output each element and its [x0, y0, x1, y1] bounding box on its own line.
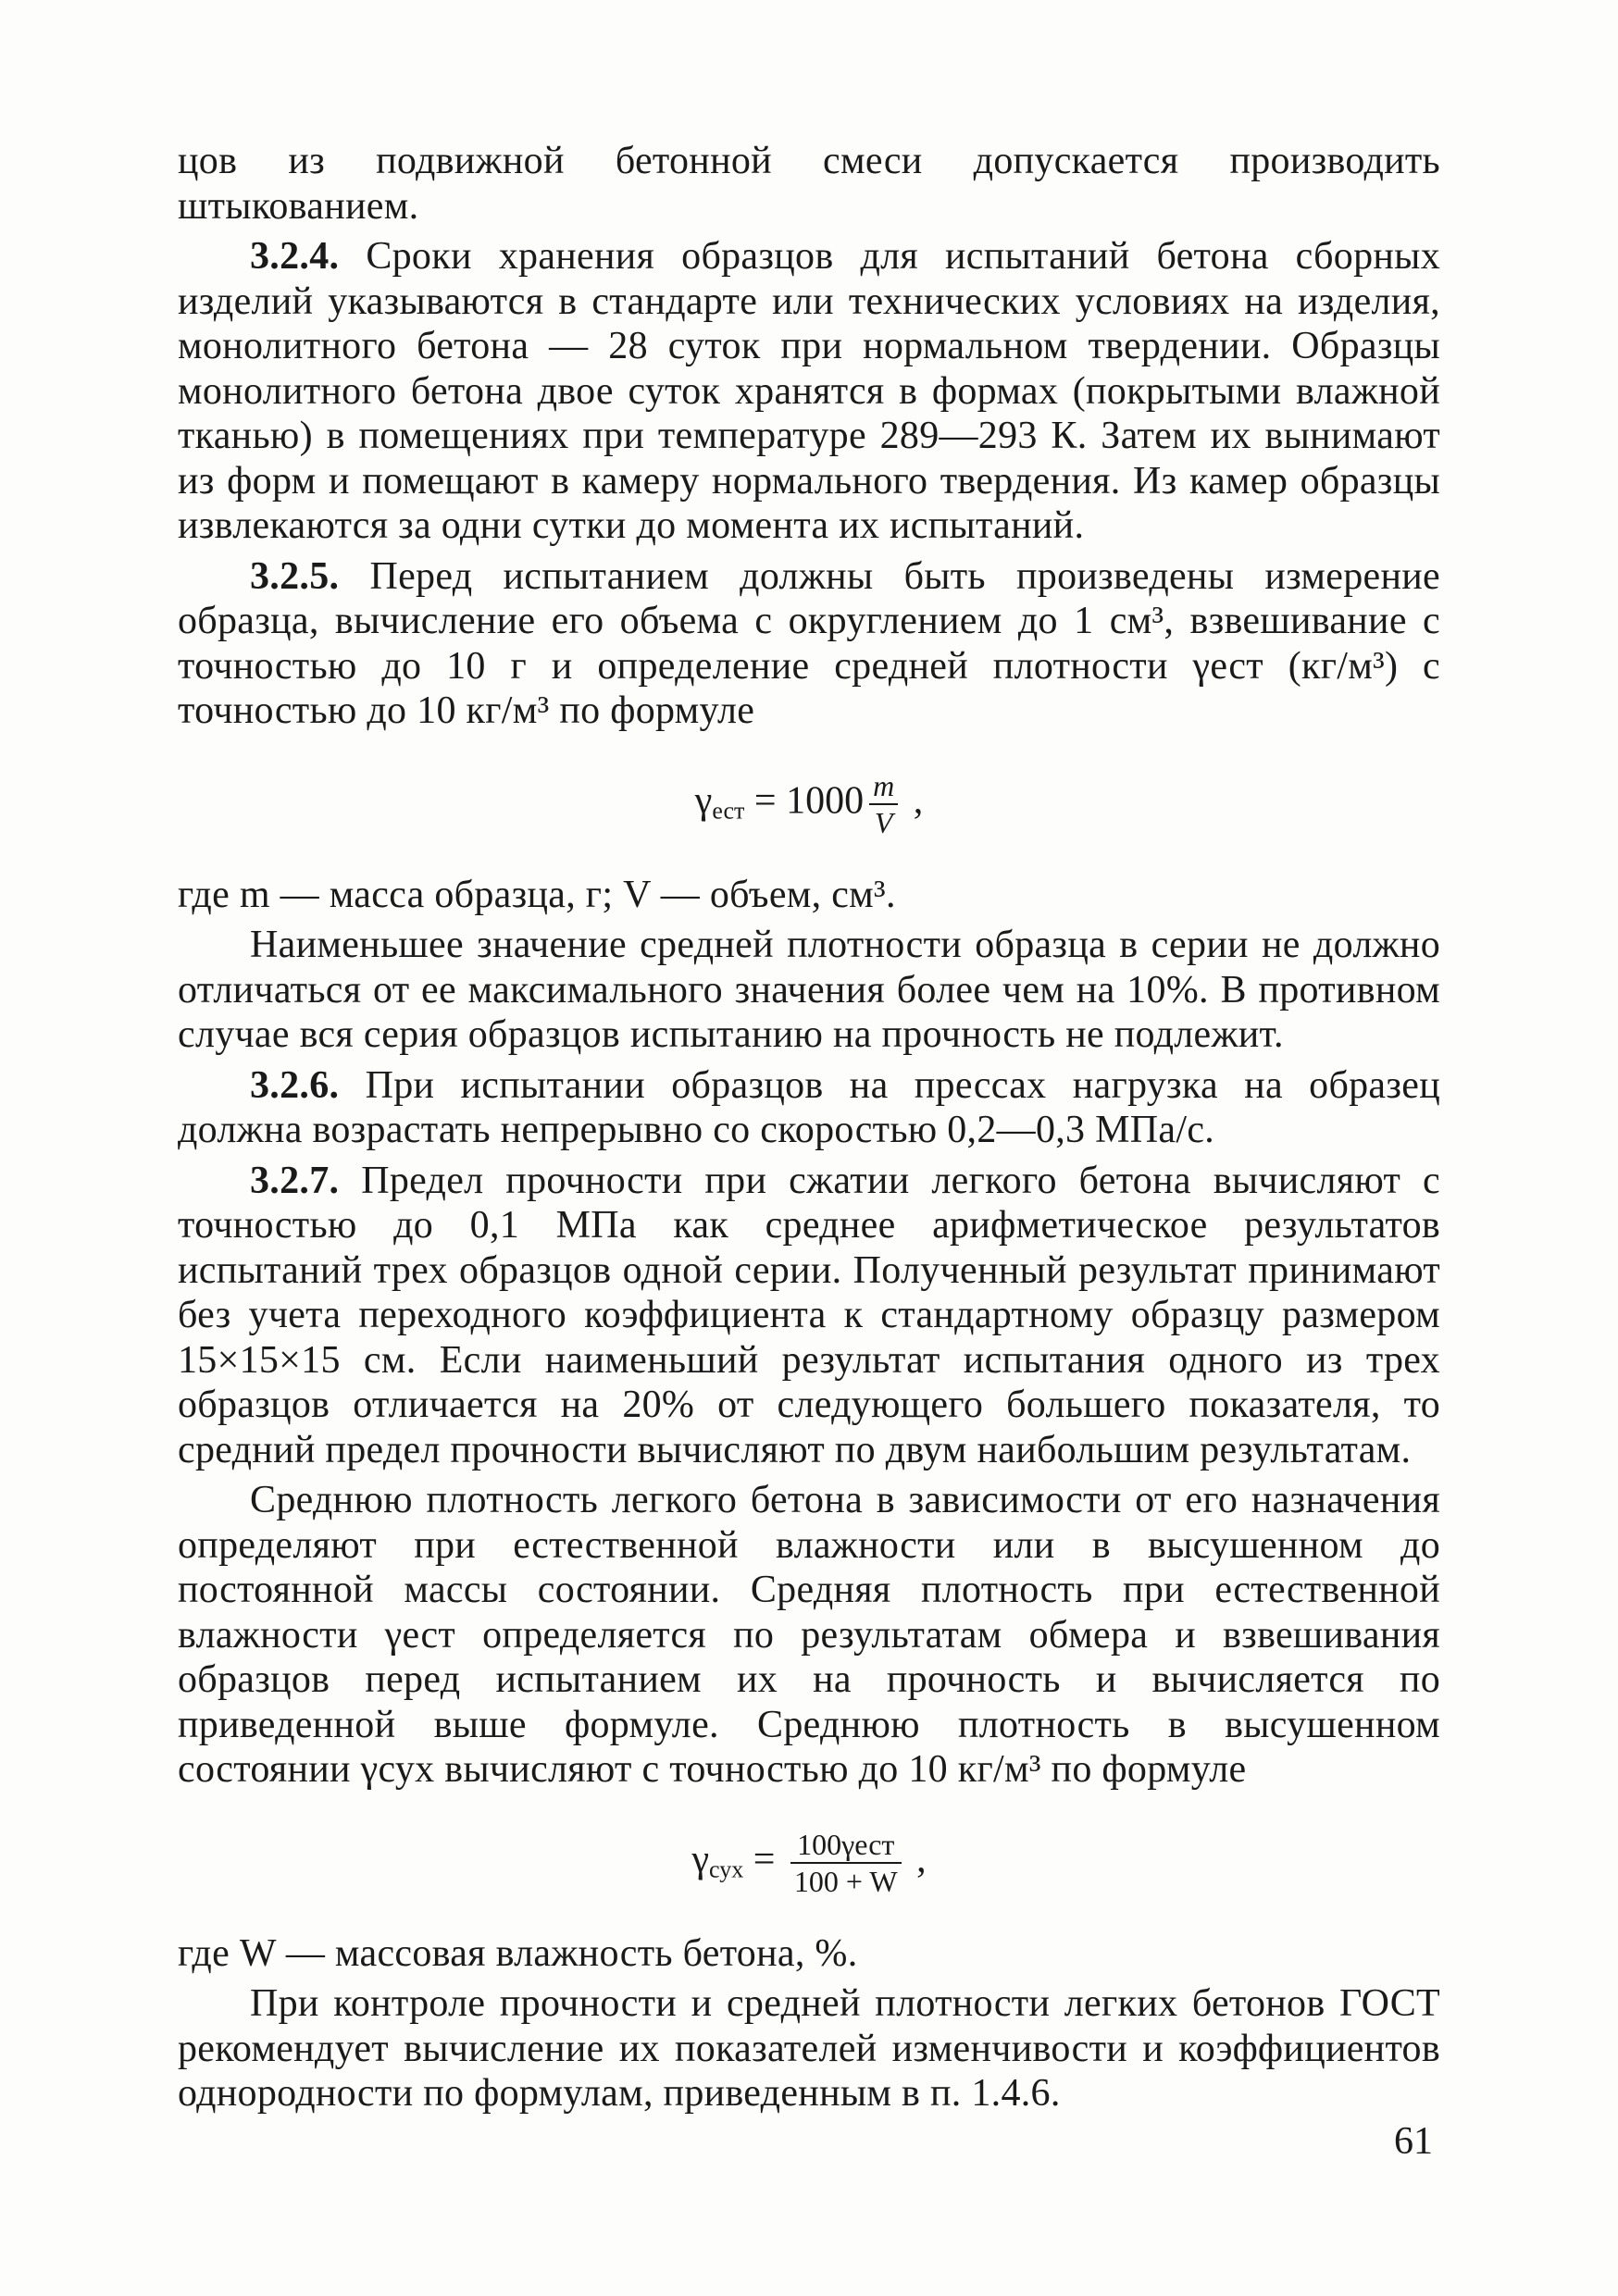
paragraph-gost-recommendation: При контроле прочности и средней плотности легких бетонов ГОСТ рекомендует вычисление их показателей изменчивости и коэффициентов однородности по формулам, приведенным в п. 1.4.6.	[178, 1982, 1440, 2115]
formula-eq: = 1000	[744, 779, 865, 823]
formula-fraction	[790, 1827, 902, 1898]
paragraph-min-density: Наименьшее значение средней плотности образца в серии не должно отличаться от ее максимального значения более чем на 10%. В противном случае вся серия образцов испытанию на прочность не подлежит.	[178, 924, 1440, 1056]
paragraph-where-m: где m — масса образца, г; V — объем, см³.	[178, 873, 896, 916]
clause-text: Сроки хранения образцов для испытаний бетона сборных изделий указываются в стандарте или технических условиях на изделия, монолитного бетона — 28 суток при нормальном твердении. Образцы монолитного бетона двое суток хранятся в формах (покрытыми влажной тканью) в помещениях при температуре 289—293 К. Затем их вынимают из форм и помещают в камеру нормального твердения. Из камер образцы извлекаются за одни сутки до момента их испытаний.	[178, 235, 1440, 547]
paragraph-average-density: Среднюю плотность легкого бетона в зависимости от его назначения определяют при естественной влажности или в высушенном до постоянной массы состоянии. Средняя плотность при естественной влажности γест определяется по результатам обмера и взвешивания образцов перед испытанием их на прочность и вычисляется по приведенной выше формуле. Среднюю плотность в высушенном состоянии γсух вычисляют с точностью до 10 кг/м³ по формуле	[178, 1479, 1440, 1791]
paragraph-continuation: цов из подвижной бетонной смеси допускается производить штыкованием.	[178, 140, 1440, 228]
formula-eq: =	[743, 1838, 785, 1881]
page-number: 61	[1394, 2120, 1433, 2163]
formula-lhs-subscript: ест	[712, 797, 745, 825]
formula-fraction	[869, 768, 898, 839]
clause-number: 3.2.6.	[250, 1063, 340, 1107]
fraction-denominator: V	[874, 805, 893, 839]
formula-density-dry	[178, 1827, 1440, 1898]
fraction-numerator: 100γест	[790, 1830, 902, 1864]
paragraph-where-w: где W — массовая влажность бетона, %.	[178, 1931, 858, 1975]
fraction-numerator: m	[869, 771, 898, 805]
clause-number: 3.2.4.	[250, 235, 340, 278]
paragraph-3-2-5	[178, 554, 1440, 734]
paragraph-3-2-7	[178, 1159, 1440, 1473]
formula-density-natural	[178, 768, 1440, 839]
clause-number: 3.2.7.	[250, 1159, 340, 1202]
formula-tail: ,	[903, 779, 924, 823]
paragraph-3-2-6	[178, 1063, 1440, 1153]
clause-text: Перед испытанием должны быть произведены измерение образца, вычисление его объема с округлением до 1 см³, взвешивание с точностью до 10 г и определение средней плотности γест (кг/м³) с точностью до 10 кг/м³ по формуле	[178, 554, 1440, 732]
clause-text: Предел прочности при сжатии легкого бетона вычисляют с точностью до 0,1 МПа как среднее арифметическое результатов испытаний трех образцов одной серии. Полученный результат принимают без учета переходного коэффициента к стандартному образцу размером 15×15×15 см. Если наименьший результат испытания одного из трех образцов отличается на 20% от следующего большего показателя, то средний предел прочности вычисляют по двум наибольшим результатам.	[178, 1159, 1440, 1471]
clause-number: 3.2.5.	[250, 554, 340, 598]
formula-tail: ,	[906, 1838, 927, 1881]
formula-lhs: γ	[694, 779, 713, 823]
clause-text: При испытании образцов на прессах нагрузка на образец должна возрастать непрерывно со скоростью 0,2—0,3 МПа/с.	[178, 1063, 1440, 1151]
formula-lhs-subscript: сух	[709, 1855, 744, 1883]
paragraph-3-2-4	[178, 234, 1440, 549]
fraction-denominator: 100 + W	[793, 1864, 898, 1898]
formula-lhs: γ	[691, 1838, 709, 1881]
